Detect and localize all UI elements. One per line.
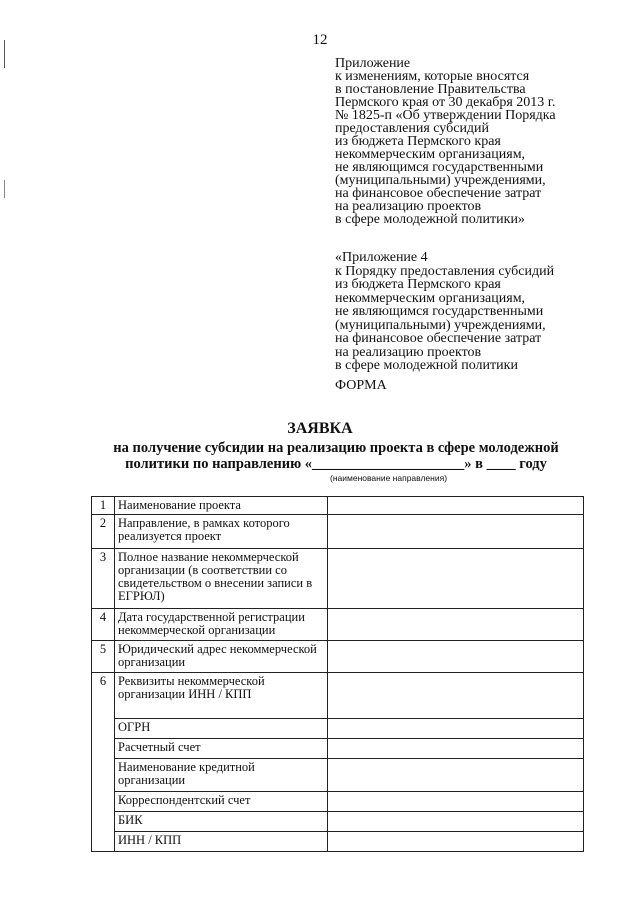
row-value-field[interactable] xyxy=(328,739,584,759)
row-number: 1 xyxy=(92,497,115,515)
row-label: Дата государственной регистрации некоммерческой организации xyxy=(115,609,328,641)
row-number: 3 xyxy=(92,549,115,609)
annex4-line: некоммерческим организациям, xyxy=(335,290,526,306)
row-label: Наименование проекта xyxy=(115,497,328,515)
row-label: Юридический адрес некоммерческой организации xyxy=(115,641,328,673)
table-row xyxy=(92,549,584,609)
row-value-field[interactable] xyxy=(328,609,584,641)
table-row xyxy=(92,759,584,792)
row-value-field[interactable] xyxy=(328,792,584,812)
row-value-field[interactable] xyxy=(328,812,584,832)
document-subtitle xyxy=(0,440,640,472)
row-label: Корреспондентский счет xyxy=(115,792,328,812)
annex-line: некоммерческим организациям, xyxy=(335,147,526,162)
annex4-line: (муниципальными) учреждениями, xyxy=(335,317,546,333)
annex-line: предоставления субсидий xyxy=(335,121,490,136)
row-number xyxy=(92,792,115,812)
annex-header xyxy=(335,57,635,226)
annex-line: на финансовое обеспечение затрат xyxy=(335,186,542,201)
annex4-header xyxy=(335,251,635,373)
annex4-line: «Приложение 4 xyxy=(335,250,428,265)
row-number xyxy=(92,812,115,832)
annex-line: на реализацию проектов xyxy=(335,199,482,214)
table-row xyxy=(92,609,584,641)
annex-line: из бюджета Пермского края xyxy=(335,134,501,149)
row-number: 6 xyxy=(92,673,115,719)
row-number: 5 xyxy=(92,641,115,673)
row-label: ИНН / КПП xyxy=(115,832,328,852)
row-label: Полное название некоммерческой организации (в соответствии со свидетельством о внесении записи в ЕГРЮЛ) xyxy=(115,549,328,609)
table-row xyxy=(92,497,584,515)
row-number xyxy=(92,759,115,792)
row-value-field[interactable] xyxy=(328,832,584,852)
table-row xyxy=(92,515,584,549)
table-row xyxy=(92,832,584,852)
row-number: 2 xyxy=(92,515,115,549)
annex4-line: не являющимся государственными xyxy=(335,304,544,319)
row-number xyxy=(92,719,115,739)
table-row xyxy=(92,673,584,719)
annex-line: № 1825-п «Об утверждении Порядка xyxy=(335,108,556,123)
subtitle-line-1: на получение субсидии на реализацию проекта в сфере молодежной xyxy=(113,440,559,456)
subtitle-line-2: политики по направлению «_____________________» в ____ году xyxy=(125,456,547,472)
row-value-field[interactable] xyxy=(328,719,584,739)
table-row xyxy=(92,641,584,673)
annex-line: в постановление Правительства xyxy=(335,82,526,97)
table-row xyxy=(92,739,584,759)
row-label: Направление, в рамках которого реализуется проект xyxy=(115,515,328,549)
row-label: Наименование кредитной организации xyxy=(115,759,328,792)
annex-line: в сфере молодежной политики» xyxy=(335,212,525,227)
row-number xyxy=(92,739,115,759)
row-value-field[interactable] xyxy=(328,641,584,673)
annex-line: Пермского края от 30 декабря 2013 г. xyxy=(335,95,556,110)
table-row xyxy=(92,719,584,739)
annex-line: не являющимся государственными xyxy=(335,160,544,175)
annex4-line: в сфере молодежной политики xyxy=(335,358,518,373)
annex4-line: на финансовое обеспечение затрат xyxy=(335,331,542,346)
annex4-line: к Порядку предоставления субсидий xyxy=(335,263,555,279)
row-number xyxy=(92,832,115,852)
page-number: 12 xyxy=(312,32,328,48)
annex-line: Приложение xyxy=(335,56,411,71)
document-title: ЗАЯВКА xyxy=(287,420,353,437)
annex4-line: из бюджета Пермского края xyxy=(335,277,501,292)
row-number: 4 xyxy=(92,609,115,641)
form-label: ФОРМА xyxy=(335,378,387,393)
row-label: БИК xyxy=(115,812,328,832)
direction-hint: (наименование направления) xyxy=(330,473,448,483)
row-value-field[interactable] xyxy=(328,497,584,515)
application-table xyxy=(91,496,584,852)
row-label: Реквизиты некоммерческой организации ИНН / КПП xyxy=(115,673,328,719)
annex-line: к изменениям, которые вносятся xyxy=(335,69,530,84)
row-label: ОГРН xyxy=(115,719,328,739)
annex4-line: на реализацию проектов xyxy=(335,344,482,360)
row-value-field[interactable] xyxy=(328,759,584,792)
table-row xyxy=(92,812,584,832)
row-label: Расчетный счет xyxy=(115,739,328,759)
annex-line: (муниципальными) учреждениями, xyxy=(335,173,546,188)
row-value-field[interactable] xyxy=(328,549,584,609)
row-value-field[interactable] xyxy=(328,673,584,719)
row-value-field[interactable] xyxy=(328,515,584,549)
table-row xyxy=(92,792,584,812)
scan-edge-mark xyxy=(4,180,5,198)
